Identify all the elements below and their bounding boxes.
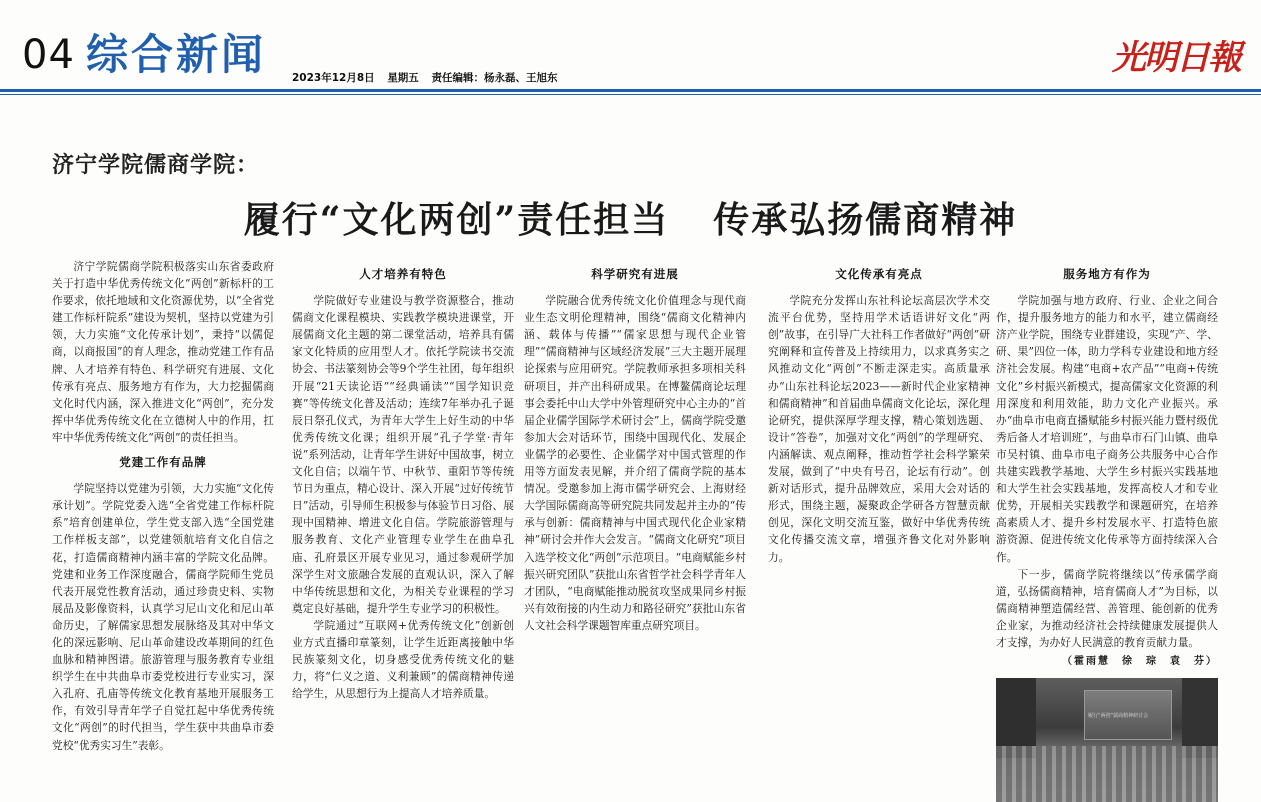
masthead — [0, 0, 1261, 118]
headline-part-1: 履行“文化两创”责任担当 — [243, 199, 670, 241]
section-heading-culture: 文化传承有亮点 — [835, 267, 923, 281]
section-title: 综合新闻 — [86, 30, 267, 79]
paragraph: 学院坚持以党建为引领，大力实施“文化传承计划”。学院党委入选“全省党建工作标杆院系”培育创建单位，学生党支部入选“全国党建工作样板支部”，以党建领航培育文化自信之花，打造儒商精神内涵丰富的学院文化品牌。党建和业务工作深度融合，儒商学院师生党员代表开展党性教育活动，通过珍贵史料、实物展品及影像资料，认真学习尼山文化和尼山革命历史，了解儒家思想发展脉络及其对中华文化的深远影响、尼山革命建设改革期间的红色血脉和精神图谱。旅游管理与服务教育专业组织学生在中共曲阜市委党校进行专业实习，深入孔府、孔庙等传统文化教育基地开展服务工作，有效引导青年学子自觉扛起中华优秀传统文化“两创”的时代担当，学生获中共曲阜市委党校“优秀实习生”表彰。 — [52, 482, 274, 752]
column-5 — [996, 258, 1218, 720]
closing-paragraph: 下一步，儒商学院将继续以“传承儒学商道，弘扬儒商精神，培育儒商人才”为目标，以儒商精神塑造儒经营、善管理、能创新的优秀企业家，为推动经济社会持续健康发展提供人才支撑，为办好人民满意的教育贡献力量。 — [996, 567, 1218, 649]
paragraph: 学院融合优秀传统文化价值理念与现代商业生态文明伦理精神，围绕“儒商文化精神内涵、载体与传播”“儒家思想与现代企业管理”“儒商精神与区域经济发展”三大主题开展理论探索与应用研究。学院教师承担多项相关科研项目，并产出科研成果。在博鳌儒商论坛理事会委托中山大学中外管理研究中心主办的“首届企业儒学国际学术研讨会”上，儒商学院受邀参加大会对话环节，围绕中国现代化、发展企业儒学的必要性、企业儒学对中国式管理的作用等方面发表见解，并介绍了儒商学院的基本情况。受邀参加上海市儒学研究会、上海财经大学国际儒商高等研究院共同发起并主办的“传承与创新：儒商精神与中国式现代化企业家精神”研讨会并作大会发言。“儒商文化研究”项目入选学校文化“两创”示范项目。“电商赋能乡村振兴研究团队”获批山东省哲学社会科学青年人才团队，“电商赋能推动脱贫攻坚成果同乡村振兴有效衔接的内生动力和路径研究”获批山东省人文社会科学课题智库重点研究项目。 — [524, 294, 746, 632]
issue-info — [292, 70, 566, 85]
page-number: 04 — [22, 32, 75, 78]
conference-photo — [996, 678, 1218, 802]
newspaper-logo: 光明日報 — [1112, 38, 1240, 78]
intro-paragraph: 济宁学院儒商学院积极落实山东省委政府关于打造中华优秀传统文化“两创”新标杆的工作要求，依托地域和文化资源优势，以“全省党建工作标杆院系”建设为契机，坚持以党建为引领，大力实施“文化传承计划”，秉持“以儒促商，以商报国”的育人理念，推动党建工作有品牌、人才培养有特色、科学研究有进展、文化传承有亮点、服务地方有作为，大力挖掘儒商文化时代内涵，深入推进文化“两创”，充分发挥中华优秀传统文化在立德树人中的作用，扛牢中华优秀传统文化“两创”的责任担当。 — [52, 260, 274, 444]
section-heading-party: 党建工作有品牌 — [119, 455, 207, 470]
article-headline — [0, 192, 1261, 243]
paragraph: 学院做好专业建设与教学资源整合，推动儒商文化课程模块、实践教学模块进课堂，开展儒商文化主题的第二课堂活动，培养具有儒家文化特质的应用型人才。依托学院读书交流协会、书法篆刻协会等9个学生社团，每年组织开展“21天读论语”“经典诵读”“国学知识竞赛”等传统文化普及活动；连续7年举办孔子诞辰日祭孔仪式，为青年大学生上好生动的中华优秀传统文化课；组织开展“孔子学堂·青年说”系列活动，让青年学生讲好中国故事，树立文化自信；以端午节、中秋节、重阳节等传统节日为重点，精心设计、深入开展“过好传统节日”活动，引导师生积极参与体验节日习俗、展现中国精神、增进文化自信。学院旅游管理与服务教育、文化产业管理专业学生在曲阜孔庙、孔府景区开展专业见习，通过参观研学加深学生对文旅融合发展的直观认识，深入了解中华传统思想和文化，为相关专业课程的学习奠定良好基础，提升学生专业学习的积极性。 — [292, 294, 514, 615]
byline: （霍雨慧 徐 琮 袁 芬） — [1062, 656, 1218, 668]
headline-part-2: 传承弘扬儒商精神 — [713, 199, 1018, 241]
audience-seats — [996, 746, 1218, 802]
stage-screen-text: 履行“两创”儒商精神研讨会 — [1088, 713, 1149, 720]
masthead-rule — [0, 89, 1261, 92]
paragraph: 学院通过“互联网+优秀传统文化”创新创业方式直播印章篆刻，让学生近距离接触中华民族篆刻文化，切身感受优秀传统文化的魅力，将“仁义之道、义利兼顾”的儒商精神传递给学生，从思想行为上提高人才培养质量。 — [292, 618, 514, 701]
column-1 — [52, 258, 274, 752]
paragraph: 学院充分发挥山东社科论坛高层次学术交流平台优势，坚持用学术话语讲好文化“两创”故事，在引导广大社科工作者做好“两创”研究阐释和宣传普及上持续用力，以求真务实之风推动文化“两创”不断走深走实。高质量承办“山东社科论坛2023——新时代企业家精神和儒商精神”和首届曲阜儒商文化论坛，深化理论研究，提供深厚学理支撑，精心策划选题、设计“答卷”，加强对文化“两创”的学理研究、内涵解读、观点阐释，推动哲学社会科学繁荣发展，做到了“中央有号召，论坛有行动”。创新对话形式，提升品牌效应，采用大会对话的形式，围绕主题，凝聚政企学研各方智慧贡献创见，深化文明交流互鉴，做好中华优秀传统文化传播交流文章，增强齐鲁文化对外影响力。 — [768, 294, 990, 564]
column-4 — [768, 258, 990, 678]
masthead-rule-thin — [0, 94, 1261, 95]
section-heading-service: 服务地方有作为 — [1063, 267, 1151, 281]
issue-date: 2023年12月8日 — [292, 72, 375, 84]
paragraph: 学院加强与地方政府、行业、企业之间合作，提升服务地方的能力和水平，建立儒商经济产业学院，围绕专业群建设，实现“产、学、研、果”四位一体，助力学科专业建设和地方经济社会发展。构建“电商+农产品”“电商+传统文化”乡村振兴新模式，提高儒家文化资源的利用深度和利用效能，助力文化产业振兴。承办“曲阜市电商直播赋能乡村振兴能力暨村级优秀后备人才培训班”，与曲阜市石门山镇、曲阜市吴村镇、曲阜市电子商务公共服务中心合作共建实践教学基地、大学生乡村振兴实践基地和大学生社会实践基地，发挥高校人才和专业优势，开展相关实践教学和课题研究，在培养高素质人才、提升乡村发展水平、打造特色旅游资源、促进传统文化传承等方面持续深入合作。 — [996, 294, 1218, 564]
section-heading-talent: 人才培养有特色 — [359, 267, 447, 281]
section-heading-research: 科学研究有进展 — [591, 267, 679, 281]
article-body — [52, 258, 1244, 752]
issue-weekday: 星期五 — [387, 72, 419, 84]
column-2 — [292, 258, 514, 701]
column-3 — [524, 258, 746, 678]
issue-editors: 责任编辑：杨永磊、王旭东 — [431, 72, 558, 84]
article-kicker: 济宁学院儒商学院： — [52, 153, 260, 178]
